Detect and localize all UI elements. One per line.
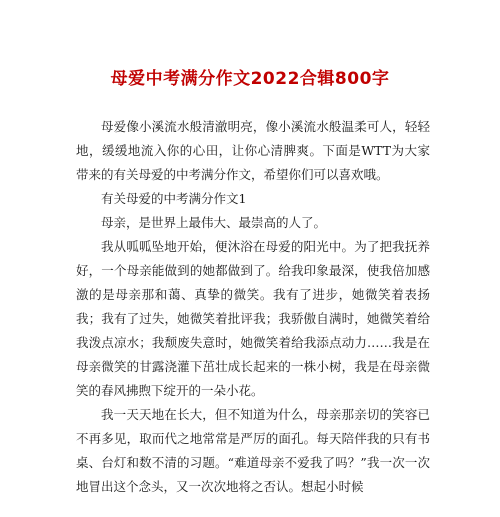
paragraph-section-heading: 有关母爱的中考满分作文1: [101, 191, 247, 206]
document-title: 母爱中考满分作文2022合辑800字: [110, 69, 390, 89]
paragraph-2: 我从呱呱坠地开始，便沐浴在母爱的阳光中。为了把我抚养好，一个母亲能做到的她都做到了。给我印象最深，使我倍加感激的是母亲那和蔼、真挚的微笑。我有了进步，她微笑着表扬我；我有了过失，她微笑着批评我；我骄傲自满时，她微笑着给我泼点凉水；我颓废失意时，她微笑着给我添点动力……我是在母亲微笑的甘露浇灌下茁壮成长起来的一株小树，我是在母亲微笑的春风拂煦下绽开的一朵小花。: [76, 239, 430, 398]
paragraph-intro: 母爱像小溪流水般清澈明亮，像小溪流水般温柔可人，轻轻地，缓缓地流入你的心田，让你心清脾爽。下面是WTT为大家带来的有关母爱的中考满分作文，希望你们可以喜欢哦。: [76, 119, 430, 182]
paragraph-3: 我一天天地在长大，但不知道为什么，母亲那亲切的笑容已不再多见，取而代之地常常是严厉的面孔。每天陪伴我的只有书桌、台灯和数不清的习题。“难道母亲不爱我了吗？”我一次一次地冒出这个念头，又一次次地将之否认。想起小时候: [76, 407, 430, 494]
document-body: [76, 115, 430, 499]
paragraph-1: 母亲，是世界上最伟大、最崇高的人了。: [101, 215, 327, 230]
